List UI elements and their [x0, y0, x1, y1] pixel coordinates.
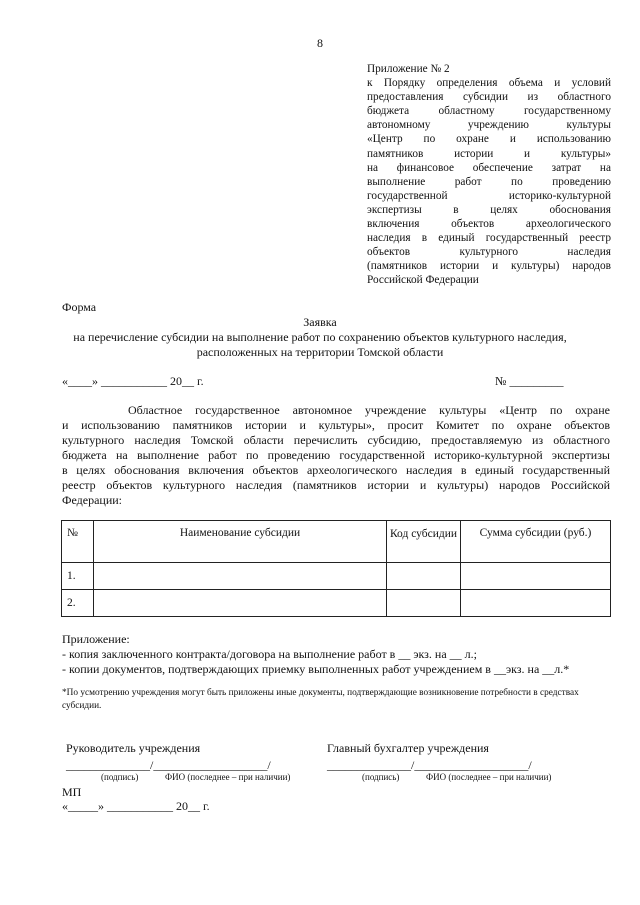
body-line: и использованию памятников истории и культуры», просит Комитет по охране объектов	[62, 418, 610, 432]
body-line: культурного наследия Томской области перечислить субсидию, предоставляемую из областного	[62, 433, 610, 447]
document-title: Заявка	[303, 315, 337, 329]
row-number: 2.	[62, 590, 94, 617]
date-field: «____» ___________ 20__ г.	[62, 374, 204, 388]
page-number: 8	[317, 36, 323, 50]
footnote: *По усмотрению учреждения могут быть приложены иные документы, подтверждающие возникновение потребности в средствах субсидии.	[62, 688, 579, 711]
appendix-line: Российской Федерации	[367, 274, 479, 287]
appendix-line: объектов культурного наследия	[367, 246, 611, 259]
director-name-caption: ФИО (последнее – при наличии)	[165, 772, 291, 782]
appendix-line: предоставления субсидии из областного	[367, 91, 611, 104]
cell-subsidy-code	[387, 563, 461, 590]
body-line: в целях обоснования включения объектов археологического наследия в единый государственный	[62, 463, 610, 477]
subsidy-table	[61, 520, 611, 617]
director-title: Руководитель учреждения	[66, 741, 201, 755]
table-header-row	[62, 521, 611, 563]
appendix-line: на финансовое обеспечение затрат на	[367, 161, 611, 174]
accountant-name-caption: ФИО (последнее – при наличии)	[426, 772, 552, 782]
attachment-item: - копии документов, подтверждающих приемку выполненных работ учреждением в __экз. на __л.*	[62, 662, 570, 676]
header-subsidy-name: Наименование субсидии	[94, 521, 387, 563]
document-subtitle: расположенных на территории Томской области	[196, 345, 444, 359]
accountant-signature-line: ______________/___________________/	[327, 758, 532, 772]
bottom-date-field: «_____» ___________ 20__ г.	[62, 799, 210, 813]
appendix-line: «Центр по охране и использованию	[367, 133, 611, 146]
appendix-line: Приложение № 2	[367, 63, 450, 75]
accountant-signature-caption: (подпись)	[362, 772, 400, 782]
accountant-title: Главный бухгалтер учреждения	[327, 741, 489, 755]
cell-subsidy-amount	[461, 590, 611, 617]
document-subtitle: на перечисление субсидии на выполнение работ по сохранению объектов культурного наследия,	[73, 330, 567, 344]
appendix-line: (памятников истории и культуры) народов	[367, 260, 611, 273]
table-row	[62, 563, 611, 590]
director-signature-caption: (подпись)	[101, 772, 139, 782]
director-signature-line: ______________/___________________/	[66, 758, 271, 772]
table-row	[62, 590, 611, 617]
appendix-line: выполнение работ по проведению	[367, 175, 611, 188]
stamp-label: МП	[62, 785, 82, 799]
header-subsidy-code: Код субсидии	[387, 521, 461, 563]
appendix-line: бюджета областному государственному	[367, 105, 611, 118]
appendix-line: экспертизы в целях обоснования	[367, 203, 611, 216]
form-label: Форма	[62, 300, 97, 314]
cell-subsidy-name	[94, 590, 387, 617]
header-number: №	[62, 521, 94, 563]
body-line: реестр объектов культурного наследия (памятников истории и культуры) народов Российской	[62, 478, 610, 492]
header-subsidy-amount: Сумма субсидии (руб.)	[461, 521, 611, 563]
appendix-line: памятников истории и культуры»	[367, 147, 611, 160]
appendix-line: государственной историко-культурной	[367, 189, 611, 202]
cell-subsidy-code	[387, 590, 461, 617]
attachments-block	[62, 632, 569, 677]
body-line: бюджета на выполнение работ по проведению государственной историко-культурной экспертизы	[62, 448, 610, 462]
appendix-line: включения объектов археологического	[367, 218, 611, 231]
row-number: 1.	[62, 563, 94, 590]
number-field: № _________	[495, 374, 564, 388]
attachment-item: - копия заключенного контракта/договора на выполнение работ в __ экз. на __ л.;	[62, 647, 477, 661]
cell-subsidy-name	[94, 563, 387, 590]
appendix-line: наследия в единый государственный реестр	[367, 232, 611, 245]
appendix-line: автономному учреждению культуры	[367, 119, 611, 132]
cell-subsidy-amount	[461, 563, 611, 590]
body-line: Областное государственное автономное учреждение культуры «Центр по охране	[128, 403, 610, 417]
appendix-line: к Порядку определения объема и условий	[367, 77, 611, 90]
request-body	[62, 403, 610, 508]
body-line: Федерации:	[62, 493, 123, 507]
attachments-heading: Приложение:	[62, 632, 130, 646]
appendix-block	[367, 62, 611, 288]
